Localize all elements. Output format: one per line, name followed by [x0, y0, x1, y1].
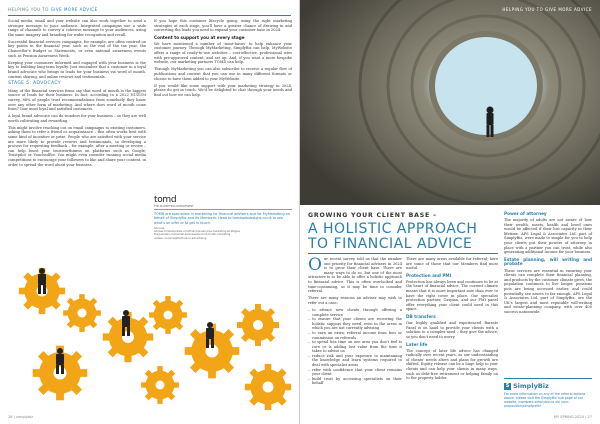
- left-column-2: [154, 19, 292, 100]
- section-heading: Content to support you at every stage: [154, 34, 245, 40]
- tomd-box: [154, 195, 292, 240]
- paragraph: If you would like some support with your marketing strategy in 2024, please do get in touch. We'd be delighted to chat through your needs and find out how we can help.: [154, 83, 292, 97]
- intro-text: ur recent survey told us that the number one priority for financial advisers in 2024 is to grow their client base. There are many ways to do so, but one of the most attractive is to be able to offer a holistic approach to financial advice. This is often overlooked and time-consuming, so it may be time to consider referral.: [308, 257, 402, 294]
- paragraph: Protection has always been and continues to be at the heart of financial advice. The current climate means that it is more important now than ever to have the right cover in place. Our specialist protection partner, Caspian, and our PMI panel offer everything your client could need in this space.: [406, 279, 498, 312]
- gear-icon: [141, 366, 179, 404]
- paragraph: Keeping your customers informed and engaged with your business is the key to building long-term loyalty. Just remember that a customer in a loyal brand advocate who brings in leads for your business via word of mouth, content sharing, and online reviews and testimonials.: [8, 60, 146, 79]
- bullet-item: – to spend less time on one area you don't feel is core or is adding lost value from the time it takes to advise on: [308, 340, 402, 354]
- right-footer: MY SPRING 2024 | 27: [553, 415, 592, 419]
- sources-label: Sources:: [154, 226, 166, 230]
- simplybiz-logo-icon: S: [505, 382, 510, 389]
- section-heading: Estate planning, will writing and probate: [504, 256, 592, 267]
- simplybiz-info: For more information on any of the referral options above, please visit the SimplyBiz hub page of our website, members.simplybiz.co.uk/ your-proposition/simplyrefer: [504, 392, 586, 408]
- left-running-header: [8, 7, 98, 12]
- bullet-item: – reduce risk and your exposure to maintaining the knowledge and learn systems required to deal with specialist areas: [308, 354, 402, 368]
- paragraph: Many of the financial services firms say that word of mouth is the biggest source of leads for their business. In fact, according to a 2022 NUZUM survey, 88% of people trust recommendations from somebody they know over any other form of marketing. And where does word of mouth come from? Your most loyal and satisfied customers.: [8, 88, 146, 112]
- header-accent: GIVE MORE ADVICE: [545, 7, 592, 12]
- gear-icon: [245, 364, 291, 410]
- article-column-2: [406, 257, 498, 383]
- right-running-header: [502, 7, 592, 12]
- drop-cap: O: [308, 255, 322, 275]
- paragraph: The concept of later life advice has changed radically over recent years, as our understanding of clients' needs alters and plans for growth are shifted. Equity release can be a huge help to your clients and can help your clients in many ways, such as debt-free retirement or helping family on to the property ladder.: [406, 348, 498, 381]
- tomd-logo: tomd: [154, 195, 177, 205]
- article-title: A HOLISTIC APPROACH TO FINANCIAL ADVICE: [308, 221, 478, 252]
- left-column-1: [8, 19, 146, 170]
- paragraph: If you hope this customer lifecycle going, using the right marketing strategies at each stage, you'll have a greater chance of drawing in and converting the leads you need to expand your customer base in 2024.: [154, 19, 292, 33]
- tunnel-photo: [300, 0, 600, 205]
- bullet-item: – refer with confidence that your client remains your client: [308, 368, 402, 377]
- simplybiz-box: [504, 378, 592, 408]
- tomd-body: TOMD are specialists in marketing for financial advisers and for MyMarketing on behalf of SimplyBiz and its Members. Head to tomdwebdesigns.co.uk to see what's on offer or to get in touch.: [154, 212, 290, 225]
- simplybiz-logo: [504, 382, 592, 390]
- header-rule: [8, 15, 291, 16]
- bullet-item: – build trust by accessing specialists on their behalf: [308, 377, 402, 386]
- section-heading: Protection and PMI: [406, 272, 452, 278]
- header-prefix: HELPING YOU TO: [502, 7, 546, 12]
- tomd-tagline: THE MARKETING DEPARTMENT: [154, 205, 292, 210]
- paragraph: This might involve reaching out on email campaigns to existing customers, asking them to refer a friend or acquaintance – this often works best with some kind of incentive or prize. People who are satisfied with your service are more likely to provide reviews and testimonials, so developing a process for requesting feedback – for example, after a meeting or review – can help boost your trustworthiness on platforms such as Google, Trustpilot or VouchedFor. You might even consider running social media competitions to encourage your followers to like and share your content, in order to spread the word about your business.: [8, 125, 146, 167]
- title-rule: [308, 253, 498, 254]
- article-column-3: [504, 212, 592, 317]
- gear-icon: [149, 296, 187, 334]
- section-heading: Power of attorney: [504, 211, 547, 216]
- paragraph: There are many reasons an adviser may wish to refer out a case:: [308, 296, 402, 305]
- bullet-item: – to ensure that your clients are receiving the holistic support they need, even in the areas in which you are not currently advising: [308, 317, 402, 331]
- paragraph: These services are essential in ensuring your clients can complete their financial planning, and products by the customer climate gives, the population continues to live longer, pensions pots are being accessed earlier, and could potentially see assets to far enough. APS Legal & Associates Ltd, part of SimplyBiz, are the UK's largest and most reputable will-writing and estate-planning company, with over 400 success nationwide.: [504, 268, 593, 314]
- gear-icon: [63, 294, 101, 332]
- paragraph: Through MyMarketing you can also subscribe to receive a regular flow of publications and content that you can use in many different formats or choose to have them added to your MyWebsite.: [154, 67, 292, 81]
- bullet-item: – to earn an extra, referral income from fees or commission on referrals: [308, 331, 402, 340]
- header-accent: GIVE MORE ADVICE: [50, 7, 98, 12]
- section-heading: Later life: [406, 341, 428, 347]
- article-column-1: [308, 257, 402, 386]
- paragraph: Successful financial services campaigns, for example, are often centred on key points in the financial year, such as the end of the tax year, the Chancellor's Budget or Statements, or even national awareness events such as Pension Awareness Week.: [8, 39, 146, 58]
- header-prefix: HELPING YOU TO: [8, 7, 51, 12]
- intro-paragraph: [308, 257, 402, 294]
- left-footer: 26 | simplybiz: [8, 415, 34, 419]
- paragraph: Our highly qualified and experienced Barrats Panel is on hand to provide your clients with a solution to a complex need – they give the advice, so you don't need to worry.: [406, 321, 498, 339]
- right-page: [300, 0, 600, 424]
- section-heading: DB transfers: [406, 314, 436, 320]
- gear-icon: [237, 304, 279, 346]
- paragraph: There are many areas available for referral; here are some of those that our Members find most useful.: [406, 257, 498, 271]
- paragraph: The majority of adults are not aware of how their wealth, assets, health and loved ones would be affected if their lost capacity in their lifetime. APS Legal & Associates Ltd, part of SimplyBiz, were made to simple for you to help your clients put their powers of attorney in place with a partner you can trust, while also generating additional income for your business.: [504, 218, 592, 255]
- paragraph: A loyal brand advocate can do wonders for your business – so they are well worth cultivating and rewarding.: [8, 114, 146, 123]
- stage-heading: STAGE 5: ADVOCACY: [8, 81, 61, 87]
- paragraph: Social media, email and your website can also work together to send a stronger message to your audience. Integrated campaigns use a wide range of channels to convey a cohesive message to your audiences, using the same imagery and branding for wider recognition and recall.: [8, 19, 146, 37]
- gears-illustration: [0, 255, 300, 415]
- bullet-item: – to attract new clients through offering a complete service: [308, 308, 402, 317]
- article-kicker: GROWING YOUR CLIENT BASE –: [308, 212, 437, 219]
- simplybiz-logo-text: SimplyBiz: [513, 382, 549, 390]
- paragraph: We have mentioned a number of 'must-haves' to help enhance your customer journey. Through MyMarketing, SimplyBiz can help. MyWebsite offers a range of ready-to-use websites – cost-effective, professional sites with pre-approved content, and set up. And, if you want a more bespoke website, our marketing partners TOMD can help.: [154, 41, 292, 65]
- sources-list: adviser-fundamentals.com/financial-services-marketing-strategies theguardian.com/small-business/word-of-mouth-marketing nielsen.com/insights/trust-in-advertising: [154, 230, 240, 240]
